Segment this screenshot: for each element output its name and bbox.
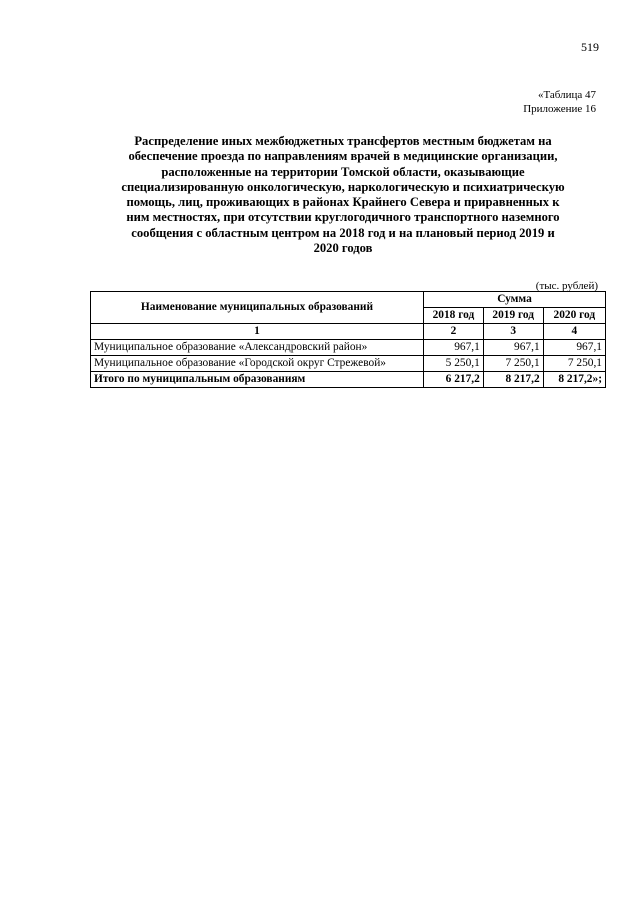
document-title: [93, 134, 593, 256]
total-label: Итого по муниципальным образованиям: [91, 372, 424, 388]
amount-cell: 7 250,1: [543, 356, 605, 372]
total-amount: 6 217,2: [424, 372, 484, 388]
table-row: [91, 340, 606, 356]
title-line: 2020 годов: [313, 241, 373, 256]
column-number: 1: [91, 324, 424, 340]
header-year: 2019 год: [483, 308, 543, 324]
transfers-table: [90, 291, 606, 388]
amount-cell: 7 250,1: [483, 356, 543, 372]
title-line: расположенные на территории Томской области, оказывающие: [161, 164, 525, 179]
total-amount: 8 217,2»;: [543, 372, 605, 388]
header-year: 2020 год: [543, 308, 605, 324]
municipality-name: Муниципальное образование «Александровский район»: [91, 340, 424, 356]
municipality-name: Муниципальное образование «Городской округ Стрежевой»: [91, 356, 424, 372]
column-number: 3: [483, 324, 543, 340]
title-line: обеспечение проезда по направлениям врачей в медицинские организации,: [128, 149, 558, 164]
title-line: помощь, лиц, проживающих в районах Крайнего Севера и приравненных к: [126, 195, 560, 210]
table-reference: «Таблица 47: [537, 89, 596, 101]
column-number: 4: [543, 324, 605, 340]
title-line: сообщения с областным центром на 2018 год и на плановый период 2019 и: [131, 225, 555, 240]
appendix-reference: [523, 88, 596, 116]
page-number: 519: [581, 40, 599, 54]
amount-cell: 5 250,1: [424, 356, 484, 372]
title-line: специализированную онкологическую, наркологическую и психиатрическую: [121, 179, 565, 194]
amount-cell: 967,1: [543, 340, 605, 356]
appendix-number: Приложение 16: [523, 103, 596, 115]
table-header-row: [91, 292, 606, 308]
amount-cell: 967,1: [424, 340, 484, 356]
table-row: [91, 356, 606, 372]
header-sum: Сумма: [424, 292, 606, 308]
units-label: (тыс. рублей): [535, 280, 598, 292]
amount-cell: 967,1: [483, 340, 543, 356]
column-number: 2: [424, 324, 484, 340]
title-line: ним местностях, при отсутствии круглогодичного транспортного наземного: [126, 210, 560, 225]
total-row: [91, 372, 606, 388]
title-line: Распределение иных межбюджетных трансфертов местным бюджетам на: [134, 134, 552, 148]
header-name: Наименование муниципальных образований: [91, 292, 424, 324]
header-year: 2018 год: [424, 308, 484, 324]
total-amount: 8 217,2: [483, 372, 543, 388]
column-numbers-row: [91, 324, 606, 340]
